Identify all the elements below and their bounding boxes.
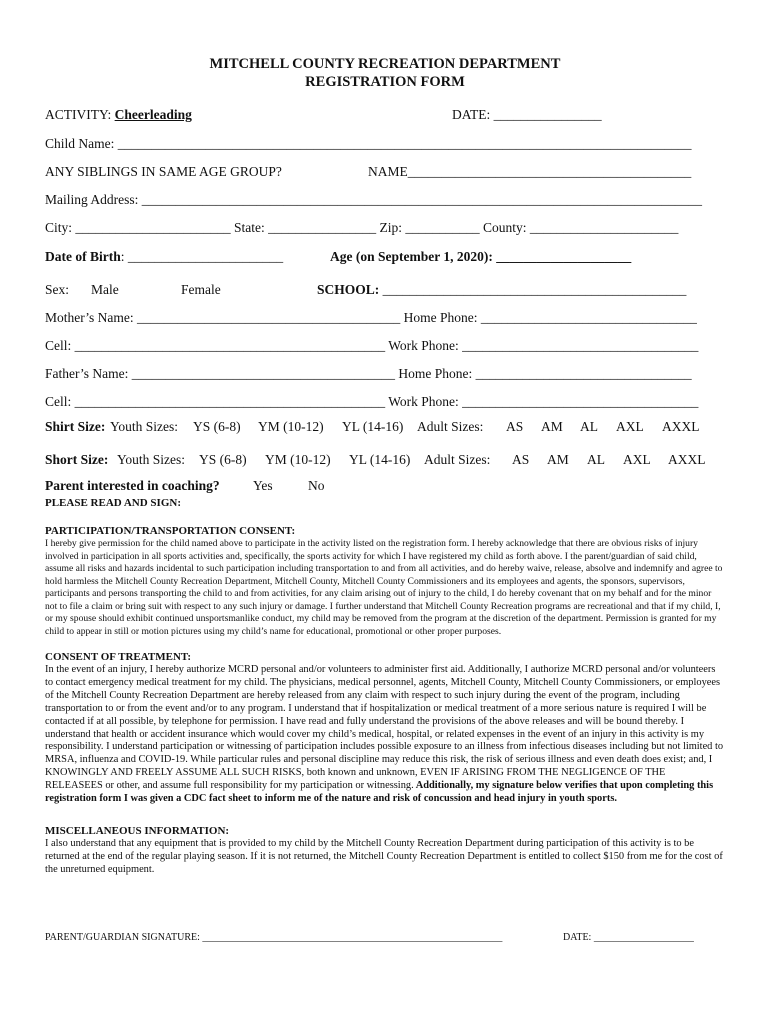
sibling-name-field[interactable]: NAME__________________________________________ (368, 164, 692, 179)
form-title: MITCHELL COUNTY RECREATION DEPARTMENT (209, 56, 561, 72)
short-as-option[interactable]: AS (512, 452, 530, 467)
shirt-size-row (45, 419, 105, 435)
short-size-label: Short Size: (45, 452, 109, 467)
mother-name-field[interactable]: Mother’s Name: _______________________________________ Home Phone: ________________________________ (45, 310, 697, 325)
shirt-axxl-option[interactable]: AXXL (662, 419, 700, 434)
dob-line[interactable]: : _______________________ (120, 249, 284, 264)
mother-cell-field[interactable]: Cell: ______________________________________________ Work Phone: ___________________________________ (45, 338, 699, 353)
shirt-ym-option[interactable]: YM (10-12) (258, 419, 324, 434)
female-option[interactable]: Female (181, 282, 221, 297)
short-axl-option[interactable]: AXL (623, 452, 651, 467)
participation-heading: PARTICIPATION/TRANSPORTATION CONSENT: (45, 525, 296, 537)
date-field[interactable]: DATE: ________________ (452, 107, 602, 122)
misc-text: I also understand that any equipment that is provided to my child by the Mitchell County Recreation Department during participation of this activity is to be returned at the end of the regular playing season. If it is not returned, the Mitchell County Recreation Department is entitled to collect $150 from me for the cost of the unreturned equipment. (45, 838, 723, 875)
coaching-no-option[interactable]: No (308, 478, 325, 493)
child-name-field[interactable]: Child Name: _____________________________________________________________________________________ (45, 136, 692, 151)
short-ys-option[interactable]: YS (6-8) (199, 452, 247, 467)
treatment-text: In the event of an injury, I hereby authorize MCRD personal and/or volunteers to administer first aid. Additionally, I authorize MCRD personal and/or volunteers to contact emergency medical treatment for my child. The physicians, medical personnel, agents, Mitchell County, Mitchell County Commissioners, or employees of the Mitchell County Recreation Department are hereby released from any claim with respect to such injury during the event of the program, including transportation to or from the event and/or to any program. I understand that if hospitalization or medical treatment of a more serious nature is required I will be contacted if at all possible, by telephone for permission. I have read and fully understand the provisions of the above releases and will be bound thereby. I understand that health or accident insurance which would cover my child’s medical, hospital, or related expenses in the event of an injury in this activity is my responsibility. I understand participation or witnessing of participation includes possible exposure to an illness from infectious diseases including but not limited to MRSA, influenza and COVID-19. While particular rules and personal discipline may reduce this risk, the risk of serious illness and even death does exist; and, I KNOWINGLY AND FREELY ASSUME ALL SUCH RISKS, both known and unknown, EVEN IF ARISING FROM THE NEGLIGENCE OF THE RELEASEES or other, and assume full responsibility for my participation or witnessing. (45, 664, 724, 792)
dob-label: Date of Birth (45, 249, 121, 264)
short-al-option[interactable]: AL (587, 452, 605, 467)
signature-date-field[interactable]: DATE: ____________________ (563, 932, 694, 943)
age-field[interactable]: Age (on September 1, 2020): ____________________ (330, 249, 632, 264)
treatment-heading: CONSENT OF TREATMENT: (45, 651, 192, 663)
shirt-youth-label: Youth Sizes: (110, 419, 179, 434)
shirt-al-option[interactable]: AL (580, 419, 598, 434)
short-axxl-option[interactable]: AXXL (668, 452, 706, 467)
short-yl-option[interactable]: YL (14-16) (349, 452, 411, 467)
father-cell-field[interactable]: Cell: ______________________________________________ Work Phone: ___________________________________ (45, 394, 699, 409)
shirt-yl-option[interactable]: YL (14-16) (342, 419, 404, 434)
sex-label: Sex: (45, 282, 70, 297)
short-am-option[interactable]: AM (547, 452, 569, 467)
school-field[interactable] (317, 282, 686, 298)
please-read-heading: PLEASE READ AND SIGN: (45, 497, 181, 509)
treatment-bold-text: Additionally, my signature below verifies that upon completing this registration form I was given a CDC fact sheet to inform me of the nature and risk of concussion and head injury in youth sports. (45, 780, 714, 805)
male-option[interactable]: Male (91, 282, 119, 297)
participation-text: I hereby give permission for the child named above to participate in the activity listed on the registration form. I hereby acknowledge that there are obvious risks of injury involved in participation in all sports activities and, specifically, the sports activity for which I have registered my child as forth above. I the parent/guardian of said child, assume all risks and hazards incidental to such participation including transportation to and from all activities, and do hereby waive, release, absolve and indemnify and agree to hold harmless the Mitchell County Recreation Department, Mitchell County, Mitchell County Commissioners and its employees and agents, the sponsors, supervisors, participants and persons transporting the child to and from activities, for any claim arising out of injury to the child, I do hereby covenant that on my behalf and for the minor not to file a claim or bring suit with respect to any such injury or damage. I further understand that Mitchell County Recreation programs are recreational and that if my child, I, or my spouse should exhibit continued unsportsmanlike conduct, my child may be removed from the program at the discretion of the department. Permission is granted for my child to appear in still or motion pictures using my child’s name for educational, promotional or other proper purposes. (45, 538, 723, 637)
shirt-size-label: Shirt Size: (45, 419, 106, 434)
guardian-signature-field[interactable]: PARENT/GUARDIAN SIGNATURE: ____________________________________________________________ (45, 932, 503, 943)
school-label: SCHOOL: (317, 282, 380, 297)
form-subtitle: REGISTRATION FORM (305, 74, 465, 90)
shirt-as-option[interactable]: AS (506, 419, 524, 434)
coaching-yes-option[interactable]: Yes (253, 478, 273, 493)
date-of-birth-field[interactable] (45, 249, 283, 265)
city-state-zip-county-field[interactable]: City: _______________________ State: ________________ Zip: ___________ County: ______________________ (45, 220, 679, 235)
activity-row (45, 107, 192, 123)
misc-heading: MISCELLANEOUS INFORMATION: (45, 825, 230, 837)
treatment-block (45, 664, 725, 806)
shirt-axl-option[interactable]: AXL (616, 419, 644, 434)
short-ym-option[interactable]: YM (10-12) (265, 452, 331, 467)
short-adult-label: Adult Sizes: (424, 452, 491, 467)
shirt-adult-label: Adult Sizes: (417, 419, 484, 434)
shirt-am-option[interactable]: AM (541, 419, 563, 434)
school-line[interactable]: _____________________________________________ (379, 282, 687, 297)
coaching-question: Parent interested in coaching? (45, 478, 220, 493)
shirt-ys-option[interactable]: YS (6-8) (193, 419, 241, 434)
activity-value: Cheerleading (114, 107, 192, 122)
mailing-address-field[interactable]: Mailing Address: ___________________________________________________________________________________ (45, 192, 702, 207)
siblings-question: ANY SIBLINGS IN SAME AGE GROUP? (45, 164, 282, 179)
father-name-field[interactable]: Father’s Name: _______________________________________ Home Phone: ________________________________ (45, 366, 692, 381)
activity-label: ACTIVITY: (45, 107, 112, 122)
short-youth-label: Youth Sizes: (117, 452, 186, 467)
